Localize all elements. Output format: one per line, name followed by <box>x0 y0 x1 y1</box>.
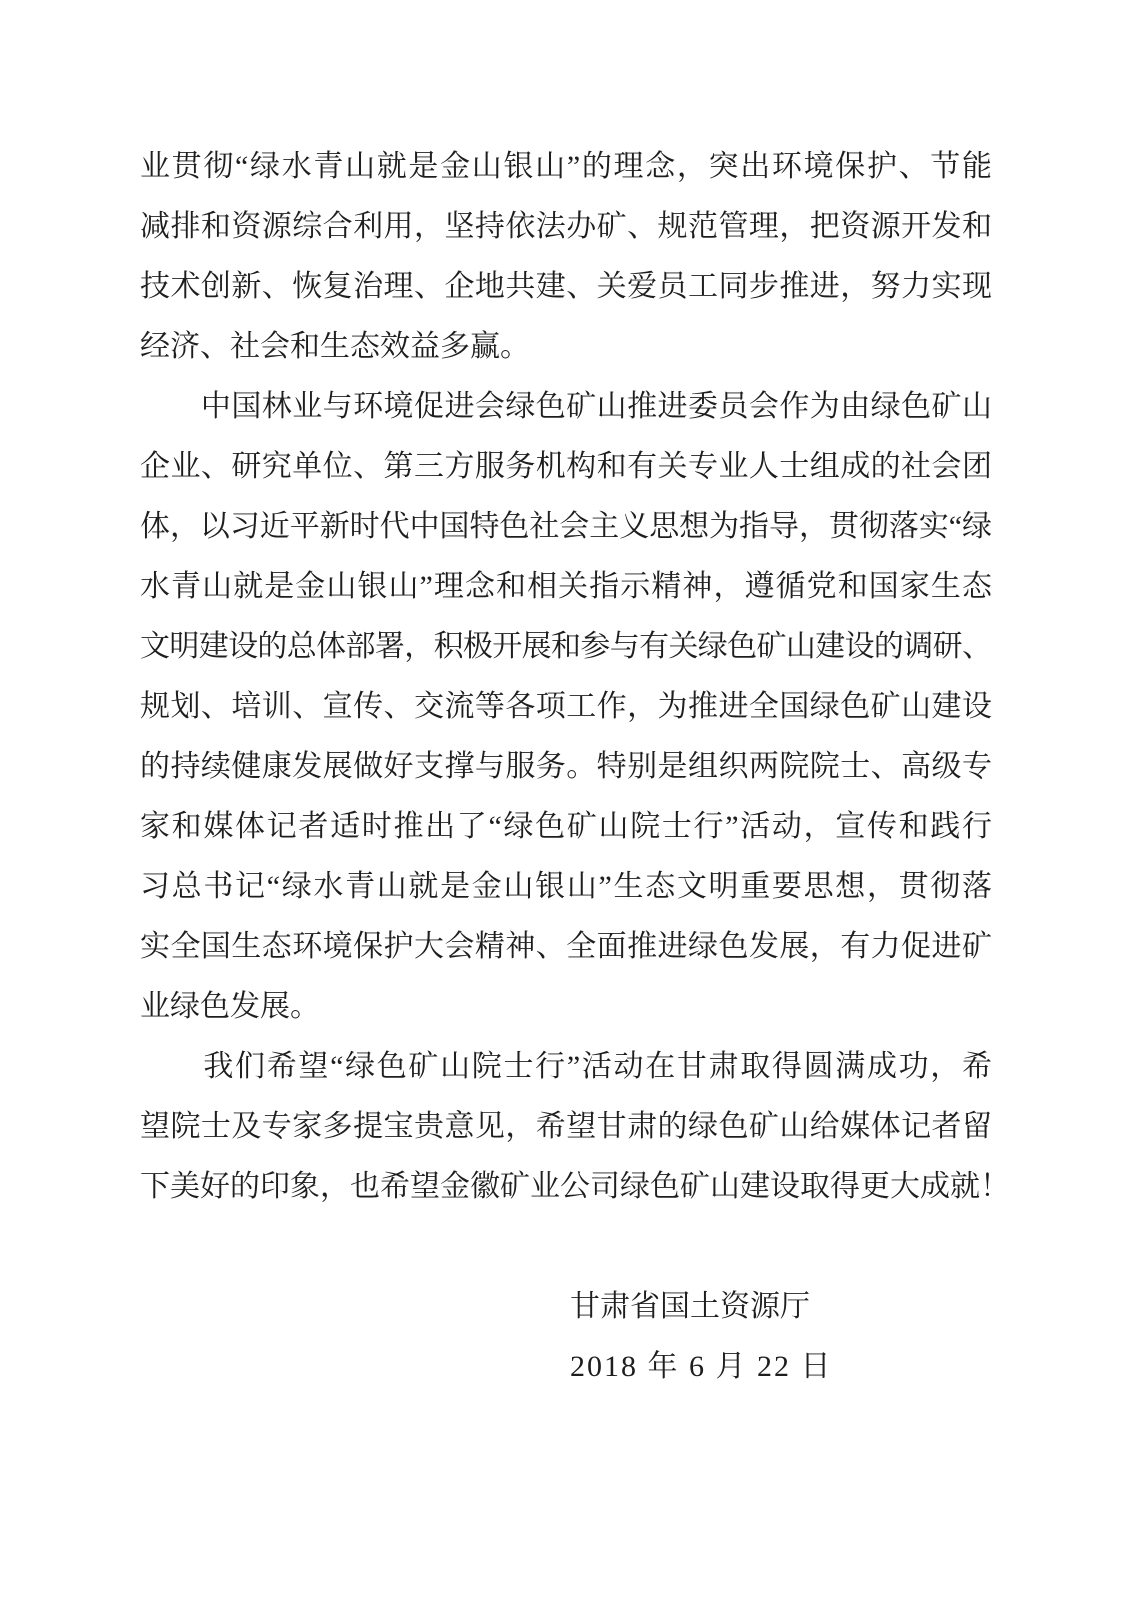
body-line <box>140 1037 992 1097</box>
body-line <box>140 1097 992 1157</box>
body-line-text: 习总书记“绿水青山就是金山银山”生态文明重要思想，贯彻落 <box>140 870 994 903</box>
body-line <box>140 257 992 317</box>
body-line <box>140 737 992 797</box>
body-line-text: 中国林业与环境促进会绿色矿山推进委员会作为由绿色矿山 <box>140 390 993 423</box>
document-body <box>140 137 1010 1217</box>
body-line <box>140 377 992 437</box>
body-line-text: 水青山就是金山银山”理念和相关指示精神，遵循党和国家生态 <box>140 570 994 603</box>
body-line <box>140 677 992 737</box>
body-line-text: 实全国生态环境保护大会精神、全面推进绿色发展，有力促进矿 <box>140 930 993 963</box>
body-line-text: 业贯彻“绿水青山就是金山银山”的理念，突出环境保护、节能 <box>140 150 994 183</box>
body-line <box>140 617 992 677</box>
body-line <box>140 557 992 617</box>
signature <box>570 1277 992 1337</box>
date <box>570 1337 992 1397</box>
body-line <box>140 197 992 257</box>
body-line-text: 我们希望“绿色矿山院士行”活动在甘肃取得圆满成功，希 <box>140 1050 994 1083</box>
body-line-text: 企业、研究单位、第三方服务机构和有关专业人士组成的社会团 <box>140 450 993 483</box>
body-line <box>140 497 992 557</box>
body-line <box>140 1157 1010 1217</box>
body-line-text: 业绿色发展。 <box>140 990 320 1023</box>
signature-text: 甘肃省国土资源厅 <box>570 1290 810 1323</box>
body-line-text: 体，以习近平新时代中国特色社会主义思想为指导，贯彻落实“绿 <box>140 510 992 543</box>
body-line-text: 的持续健康发展做好支撑与服务。特别是组织两院院士、高级专 <box>140 750 993 783</box>
body-line <box>140 797 992 857</box>
body-line <box>140 317 992 377</box>
body-line-text: 望院士及专家多提宝贵意见，希望甘肃的绿色矿山给媒体记者留 <box>140 1110 993 1143</box>
body-line-text: 减排和资源综合利用，坚持依法办矿、规范管理，把资源开发和 <box>140 210 993 243</box>
body-line-text: 下美好的印象，也希望金徽矿业公司绿色矿山建设取得更大成就！ <box>140 1170 1010 1203</box>
body-line <box>140 437 992 497</box>
body-line-text: 文明建设的总体部署，积极开展和参与有关绿色矿山建设的调研、 <box>140 630 992 663</box>
body-line-text: 经济、社会和生态效益多赢。 <box>140 330 530 363</box>
document-content <box>140 137 1010 1397</box>
body-line-text: 技术创新、恢复治理、企地共建、关爱员工同步推进，努力实现 <box>140 270 993 303</box>
date-text: 2018 年 6 月 22 日 <box>570 1350 833 1383</box>
body-line <box>140 977 992 1037</box>
body-line-text: 家和媒体记者适时推出了“绿色矿山院士行”活动，宣传和践行 <box>140 810 994 843</box>
body-line <box>140 857 992 917</box>
body-line <box>140 917 992 977</box>
body-line <box>140 137 992 197</box>
body-line-text: 规划、培训、宣传、交流等各项工作，为推进全国绿色矿山建设 <box>140 690 993 723</box>
